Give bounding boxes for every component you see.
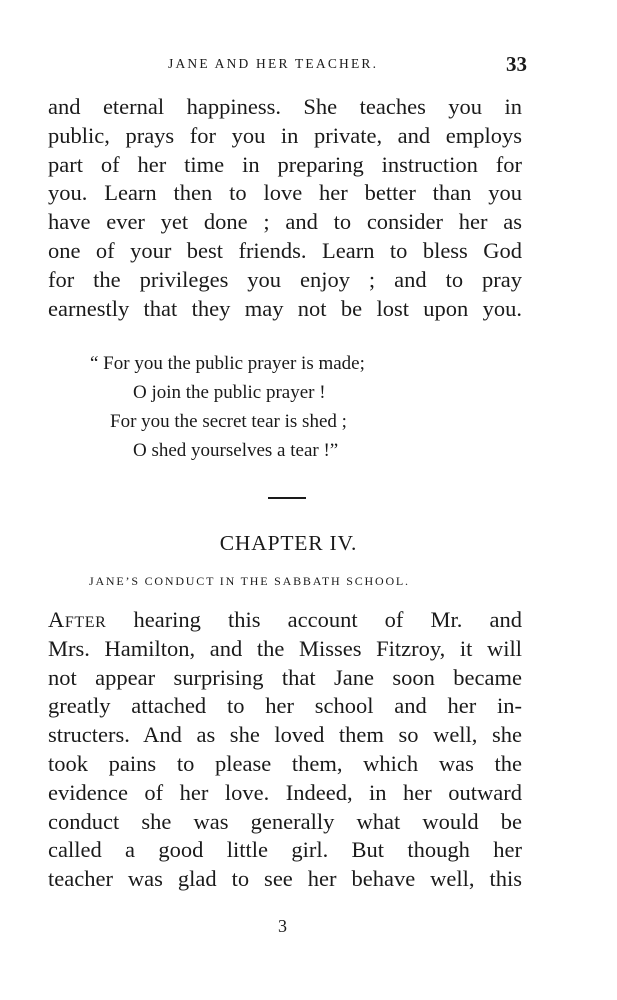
- text-line: [48, 606, 522, 635]
- text-line: greatly attached to her school and her in-: [48, 693, 522, 719]
- text-line: you. Learn then to love her better than you: [48, 180, 522, 206]
- section-divider: [268, 497, 306, 499]
- first-line-rest: hearing this account of Mr. and: [106, 607, 522, 632]
- text-line: part of her time in preparing instruction for: [48, 151, 522, 177]
- paragraph-2: [48, 606, 522, 894]
- text-line: earnestly that they may not be lost upon you.: [48, 295, 522, 321]
- verse-line: For you the secret tear is shed ;: [110, 411, 347, 432]
- chapter-title: [0, 531, 617, 556]
- text-line: took pains to please them, which was the: [48, 750, 522, 776]
- text-line: have ever yet done ; and to consider her as: [48, 209, 522, 235]
- text-line: Mrs. Hamilton, and the Misses Fitzroy, it will: [48, 635, 522, 661]
- text-line: for the privileges you enjoy ; and to pray: [48, 266, 522, 292]
- page-number: 33: [506, 52, 527, 76]
- verse-quotation: [90, 349, 365, 465]
- text-line: structers. And as she loved them so well, she: [48, 722, 522, 748]
- chapter-title-text: CHAPTER IV.: [219, 531, 358, 555]
- text-line: not appear surprising that Jane soon became: [48, 664, 522, 690]
- chapter-subtitle: JANE’S CONDUCT IN THE SABBATH SCHOOL.: [89, 574, 410, 588]
- verse-line: O join the public prayer !: [133, 382, 326, 403]
- text-line: and eternal happiness. She teaches you in: [48, 94, 522, 119]
- verse-line: O shed yourselves a tear !”: [133, 440, 339, 461]
- signature-mark: 3: [278, 916, 287, 936]
- text-line: called a good little girl. But though her: [48, 837, 522, 863]
- text-line: conduct she was generally what would be: [48, 808, 522, 834]
- paragraph-1: [48, 93, 522, 323]
- verse-line: “ For you the public prayer is made;: [90, 353, 365, 374]
- running-title: JANE AND HER TEACHER.: [168, 56, 379, 71]
- text-line: evidence of her love. Indeed, in her outward: [48, 779, 522, 805]
- drop-word: After: [48, 607, 107, 632]
- text-line: teacher was glad to see her behave well, this: [48, 866, 522, 892]
- text-line: public, prays for you in private, and employs: [48, 122, 522, 148]
- text-line: one of your best friends. Learn to bless God: [48, 237, 522, 263]
